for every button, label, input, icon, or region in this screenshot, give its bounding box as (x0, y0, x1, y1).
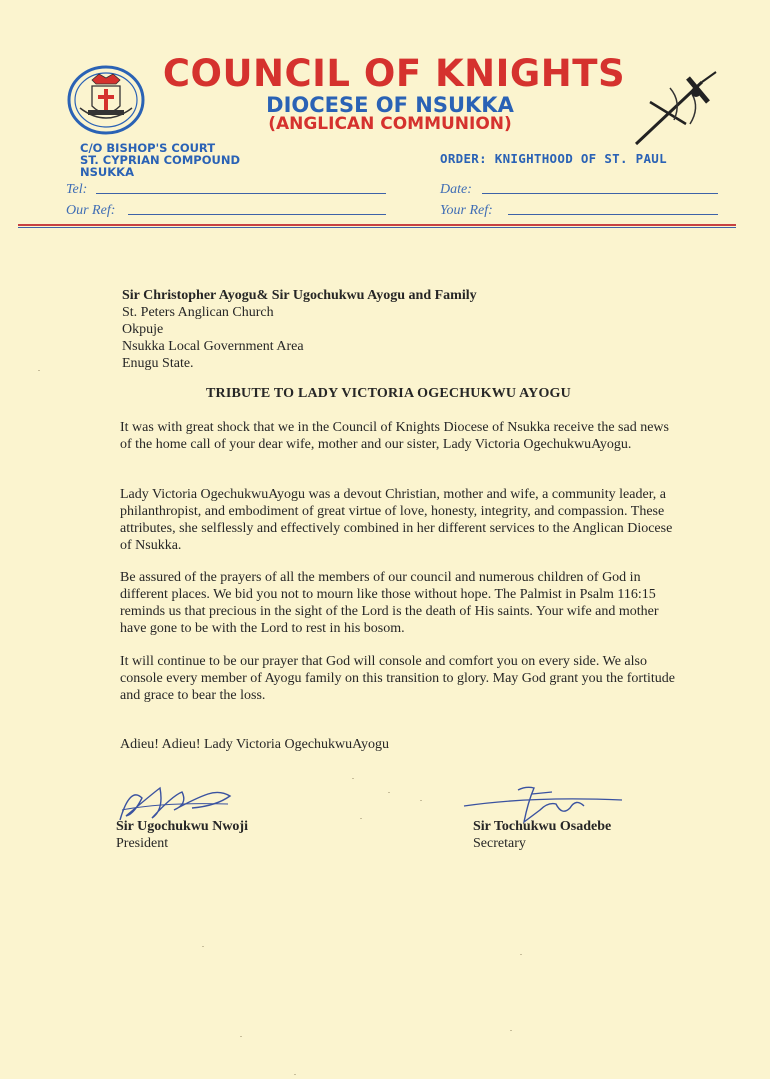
recipient-address (122, 287, 477, 372)
body-paragraph: It will continue to be our prayer that God will console and comfort you on every side. We also console every member of Ayogu family on this transition to glory. May God grant you the fortitude and grace to bear the loss. (120, 654, 675, 703)
president-name: Sir Ugochukwu Nwoji (116, 819, 248, 834)
paper-speck (360, 818, 362, 819)
recipient-line: Enugu State. (122, 356, 194, 371)
recipient-line: Okpuje (122, 322, 164, 337)
diocese-name: DIOCESE OF NSUKKA (266, 93, 514, 117)
paper-speck (420, 800, 422, 801)
paper-speck (294, 1074, 296, 1075)
address-line: C/O BISHOP'S COURT (80, 141, 216, 155)
your-ref-label: Your Ref: (440, 203, 493, 218)
communion-name: (ANGLICAN COMMUNION) (268, 114, 512, 134)
body-paragraph: It was with great shock that we in the Council of Knights Diocese of Nsukka receive the sad news of the home call of your dear wife, mother and our sister, Lady Victoria OgechukwuAyogu. (120, 420, 669, 452)
secretary-name: Sir Tochukwu Osadebe (473, 819, 612, 834)
address-line: NSUKKA (80, 165, 134, 179)
diocese-crest-logo (66, 64, 146, 136)
president-signatory (116, 818, 248, 852)
organization-title: COUNCIL OF KNIGHTS (162, 52, 626, 95)
tel-label: Tel: (66, 182, 88, 197)
president-title: President (116, 836, 169, 851)
header-divider-blue (18, 227, 736, 228)
crossed-swords-icon (630, 68, 720, 148)
tel-line (96, 193, 386, 194)
recipient-line: St. Peters Anglican Church (122, 305, 274, 320)
paper-speck (388, 792, 390, 793)
paper-speck (38, 370, 40, 371)
paper-speck (240, 1036, 242, 1037)
address-line: ST. CYPRIAN COMPOUND (80, 153, 240, 167)
date-line (482, 193, 718, 194)
body-paragraph: Be assured of the prayers of all the members of our council and numerous children of God in different places. We bid you not to mourn like those without hope. The Palmist in Psalm 116:15 reminds us that precious in the sight of the Lord is the death of His saints. Your wife and mother have gone to be with the Lord to rest in his bosom. (120, 570, 659, 636)
secretary-title: Secretary (473, 836, 526, 851)
letter-subject: TRIBUTE TO LADY VICTORIA OGECHUKWU AYOGU (206, 386, 571, 401)
paper-speck (510, 1030, 512, 1031)
paper-speck (202, 946, 204, 947)
letterhead-address (80, 142, 240, 178)
our-ref-label: Our Ref: (66, 203, 116, 218)
order-label: ORDER: KNIGHTHOOD OF ST. PAUL (440, 151, 667, 166)
recipient-line: Nsukka Local Government Area (122, 339, 304, 354)
body-paragraph: Lady Victoria OgechukwuAyogu was a devout Christian, mother and wife, a community leader, a philanthropist, and embodiment of great virtue of love, honesty, integrity, and compassion. These attributes, she selflessly and effectively combined in her different services to the Anglican Diocese of Nsukka. (120, 487, 673, 553)
header-divider (18, 224, 736, 226)
recipient-name: Sir Christopher Ayogu& Sir Ugochukwu Ayogu and Family (122, 288, 477, 303)
date-label: Date: (440, 182, 472, 197)
our-ref-line (128, 214, 386, 215)
paper-speck (520, 954, 522, 955)
your-ref-line (508, 214, 718, 215)
paper-speck (352, 778, 354, 779)
secretary-signatory (473, 818, 611, 852)
closing-line: Adieu! Adieu! Lady Victoria OgechukwuAyogu (120, 737, 389, 752)
